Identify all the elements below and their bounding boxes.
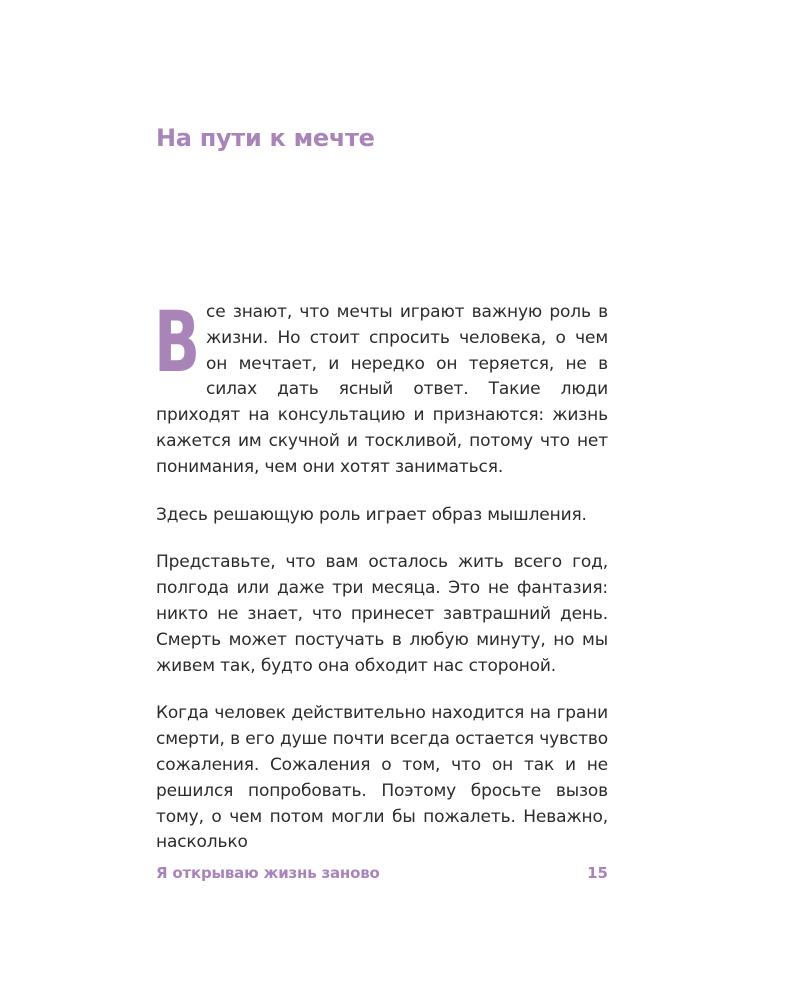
chapter-title: На пути к мечте	[156, 124, 375, 152]
paragraph-1-text: се знают, что мечты играют важную роль в жизни. Но стоит спросить человека, о чем он мечтает, и нередко он теряется, не в силах дать ясный ответ. Такие люди приходят на консультацию и признаются: жизнь кажется им скучной и тоскливой, потому что нет понимания, чем они хотят заниматься.	[156, 302, 608, 477]
paragraph-4: Когда человек действительно находится на грани смерти, в его душе почти всегда остается чувство сожаления. Сожаления о том, что он так и не решился попробовать. Поэтому бросьте вызов тому, о чем потом могли бы пожалеть. Неважно, насколько	[156, 703, 608, 853]
paragraph-1	[154, 293, 608, 481]
page-number: 15	[587, 864, 608, 882]
drop-cap: В	[154, 293, 201, 391]
paragraph-2: Здесь решающую роль играет образ мышления.	[156, 504, 587, 525]
body-text	[154, 293, 608, 856]
paragraph-3: Представьте, что вам осталось жить всего год, полгода или даже три месяца. Это не фантазия: никто не знает, что принесет завтрашний день. Смерть может постучать в любую минуту, но мы живем так, будто она обходит нас стороной.	[156, 552, 608, 676]
page-footer	[156, 864, 608, 882]
running-footer-book-title: Я открываю жизнь заново	[156, 864, 380, 882]
